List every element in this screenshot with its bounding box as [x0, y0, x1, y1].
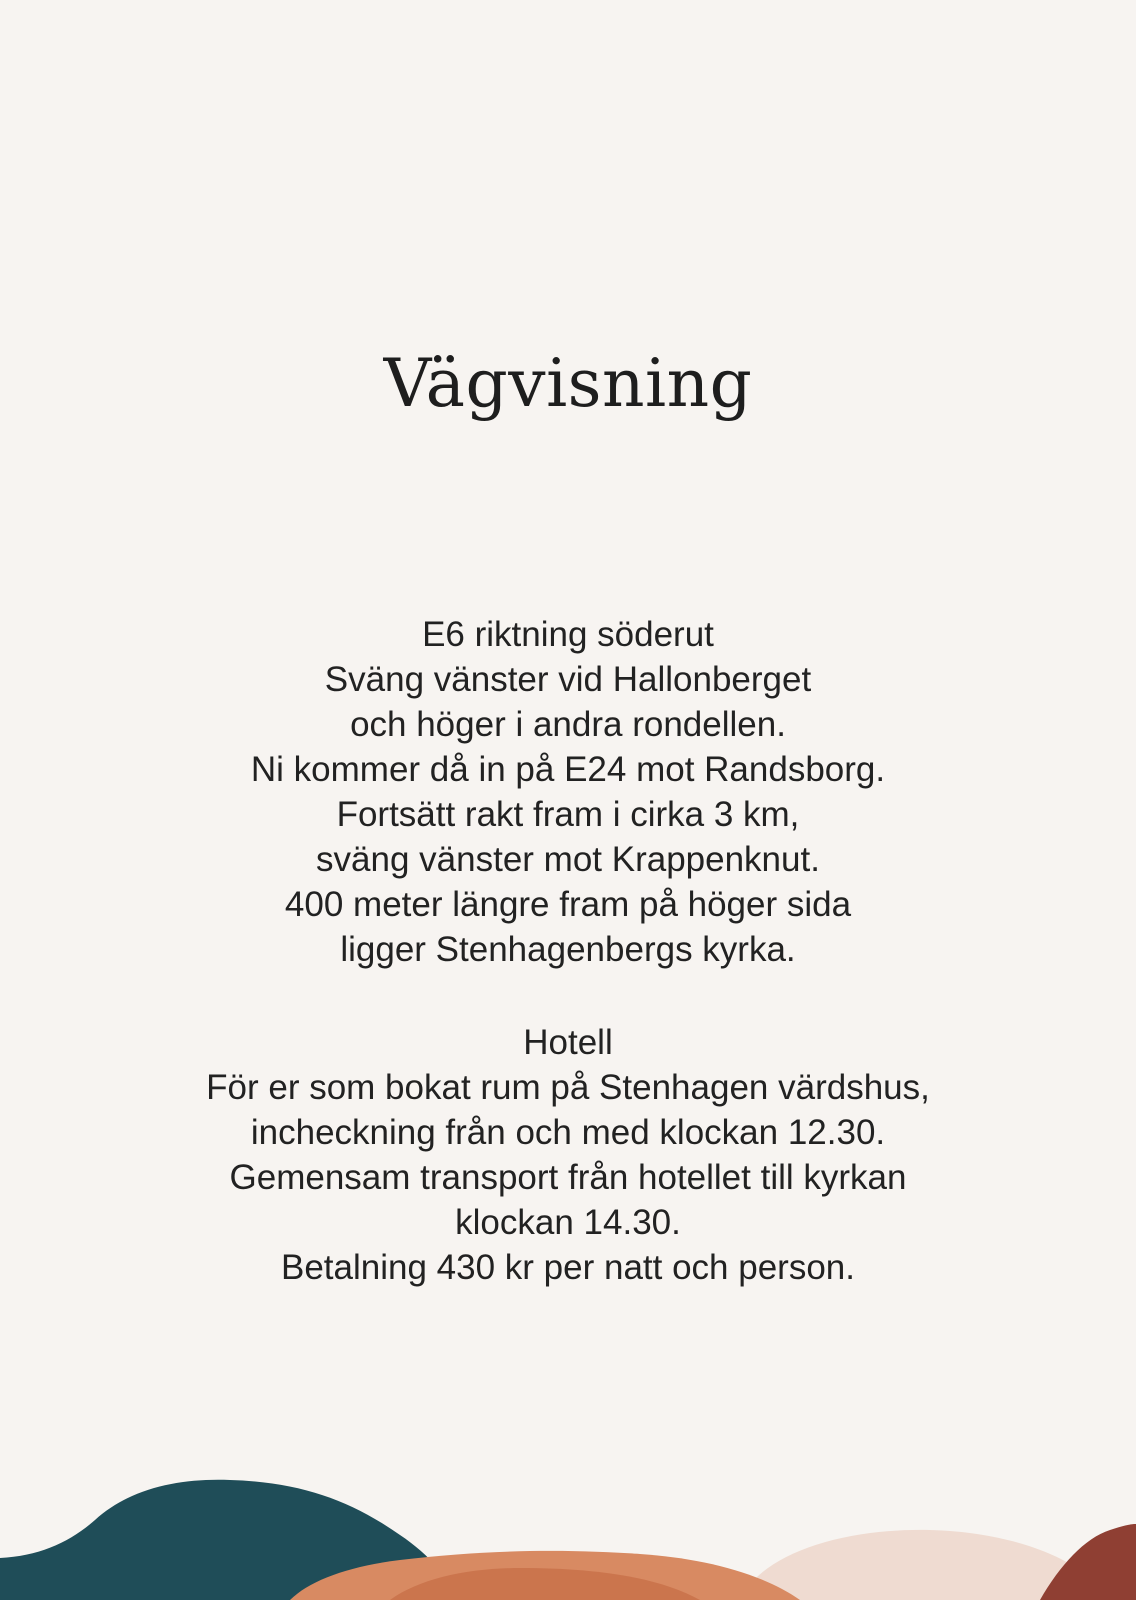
blush-hill — [740, 1530, 1080, 1600]
directions-line: sväng vänster mot Krappenknut. — [316, 840, 820, 879]
directions-line: Ni kommer då in på E24 mot Randsborg. — [250, 750, 886, 789]
hotel-line: För er som bokat rum på Stenhagen värdshus, — [206, 1068, 930, 1107]
hotel-section — [0, 1020, 1136, 1290]
directions-line: E6 riktning söderut — [422, 615, 714, 654]
hotel-heading: Hotell — [523, 1023, 613, 1062]
directions-line: och höger i andra rondellen. — [350, 705, 786, 744]
hotel-line: Betalning 430 kr per natt och person. — [281, 1248, 855, 1287]
directions-line: Sväng vänster vid Hallonberget — [324, 660, 812, 699]
hotel-line: Gemensam transport från hotellet till kyrkan — [229, 1158, 907, 1197]
hotel-line: klockan 14.30. — [455, 1203, 681, 1242]
watercolor-hills-decoration — [0, 1460, 1136, 1600]
directions-line: ligger Stenhagenbergs kyrka. — [340, 930, 796, 969]
page-title: Vägvisning — [383, 345, 753, 422]
directions-line: 400 meter längre fram på höger sida — [284, 885, 852, 924]
directions-line: Fortsätt rakt fram i cirka 3 km, — [336, 795, 800, 834]
hotel-line: incheckning från och med klockan 12.30. — [250, 1113, 886, 1152]
directions-text — [0, 612, 1136, 972]
